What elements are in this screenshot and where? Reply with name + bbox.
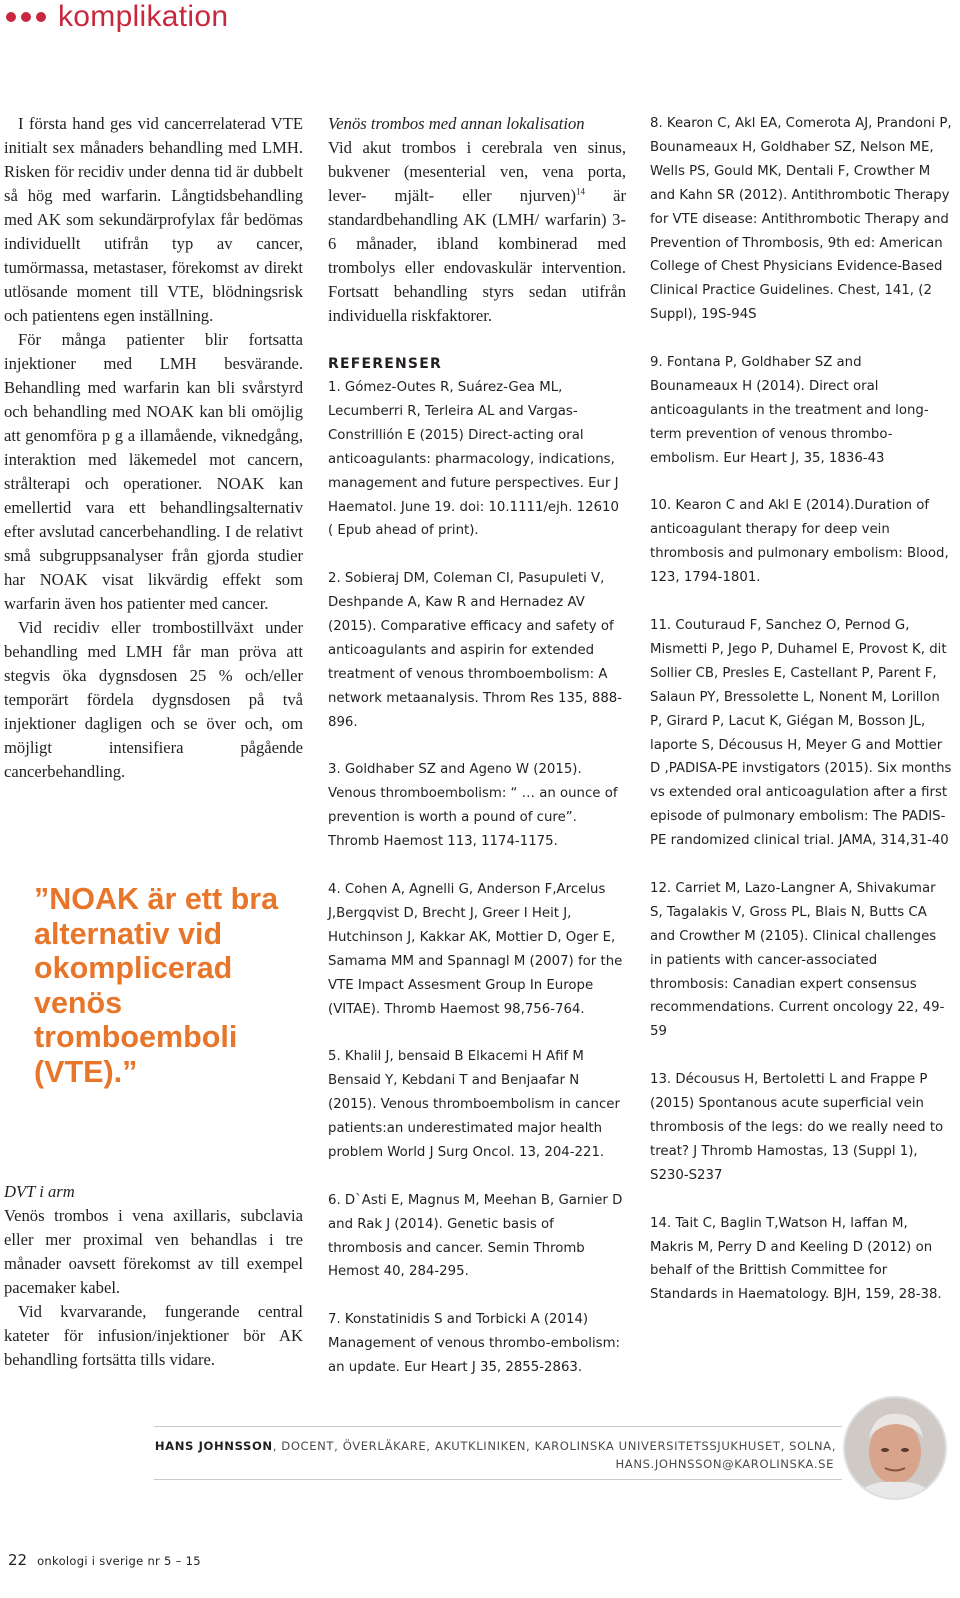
page-number: 22: [8, 1551, 28, 1569]
references-heading: REFERENSER: [328, 356, 442, 372]
author-name: HANS JOHNSSON: [154, 1439, 273, 1453]
author-byline: [154, 1426, 842, 1480]
reference-item: 6. D`Asti E, Magnus M, Meehan B, Garnier D and Rak J (2014). Genetic basis of thrombosis and cancer. Semin Thromb Hemost 40, 284-295.: [328, 1192, 623, 1280]
pull-quote: ”NOAK är ett bra alternativ vid okomplicerad venös tromboemboli (VTE).”: [34, 882, 279, 1089]
reference-item: 10. Kearon C and Akl E (2014).Duration of anticoagulant therapy for deep vein thrombosis and pulmonary embolism: Blood, 123, 1794-1801.: [650, 498, 949, 586]
section-header: [0, 0, 228, 34]
reference-item: 11. Couturaud F, Sanchez O, Pernod G, Mismetti P, Jego P, Duhamel E, Provost K, dit Sollier CB, Presles E, Castellant P, Parent F, Salaun PY, Bressolette L, Nonent M, Lorillon P, Girard P, Lacut K, Giégan M, Bosson JL, laporte S, Décousus H, Meyer G and Mottier D ,PADISA-PE invstigators (2015). Six months vs extended oral anticoagulation after a first episode of pulmonary embolism: The PADIS-PE randomized clinical trial. JAMA, 314,31-40: [650, 617, 952, 849]
dot-icon: [36, 12, 46, 22]
body-paragraph: [328, 136, 626, 328]
reference-item: 4. Cohen A, Agnelli G, Anderson F,Arcelus J,Bergqvist D, Brecht J, Greer I Heit J, Hutchinson J, Kakkar AK, Mottier D, Oger E, Samama MM and Spannagl M (2007) for the VTE Impact Assesment Group In Europe (VITAE). Thromb Haemost 98,756-764.: [328, 881, 623, 1017]
subheading: Venös trombos med annan lokalisation: [328, 114, 585, 133]
body-paragraph: I första hand ges vid cancerrelaterad VTE initialt sex månaders behandling med LMH. Risken för recidiv under denna tid är dubbelt så hög med warfarin. Långtidsbehandling med AK som sekundärprofylax får bedömas individuellt utifrån typ av cancer, tumörmassa, metastaser, förekomst av direkt utlösande moment till VTE, blödningsrisk och patientens egen inställning.: [4, 114, 303, 325]
reference-item: 9. Fontana P, Goldhaber SZ and Bounameaux H (2014). Direct oral anticoagulants in the treatment and long-term prevention of venous thrombo-embolism. Eur Heart J, 35, 1836-43: [650, 355, 929, 466]
journal-name: onkologi i sverige nr 5 – 15: [37, 1554, 201, 1568]
body-text: Vid akut trombos i cerebrala ven sinus, bukvener (mesenterial ven, vena porta, lever- mjält- eller njurven): [328, 138, 626, 205]
reference-item: 2. Sobieraj DM, Coleman CI, Pasupuleti V, Deshpande A, Kaw R and Hernadez AV (2015). Comparative efficacy and safety of anticoagulants and aspirin for extended treatment of venous thromboembolism: A network metaanalysis. Throm Res 135, 888-896.: [328, 571, 623, 730]
section-title: komplikation: [58, 0, 229, 33]
reference-item: 12. Carriet M, Lazo-Langner A, Shivakumar S, Tagalakis V, Gross PL, Blais N, Butts CA and Crowther M (2105). Clinical challenges in patients with cancer-associated thrombosis: Canadian expert consensus recommendations. Current oncology 22, 49-59: [650, 880, 945, 1040]
citation-superscript: 14: [576, 186, 585, 197]
body-paragraph: Venös trombos i vena axillaris, subclavia eller mer proximal ven behandlas i tre månader oavsett förekomst av till exempel pacemaker kabel.: [4, 1206, 303, 1297]
dot-icon: [6, 12, 16, 22]
reference-item: 7. Konstatinidis S and Torbicki A (2014) Management of venous thrombo-embolism: an update. Eur Heart J 35, 2855-2863.: [328, 1312, 621, 1376]
reference-item: 5. Khalil J, bensaid B Elkacemi H Afif M Bensaid Y, Kebdani T and Benjaafar N (2015). Venous thromboembolism in cancer patients:an underestimated major health problem World J Surg Oncol. 13, 204-221.: [328, 1049, 620, 1160]
reference-item: 3. Goldhaber SZ and Ageno W (2015). Venous thromboembolism: “ … an ounce of prevention is worth a pound of cure”. Thromb Haemost 113, 1174-1175.: [328, 762, 618, 850]
column-three: [650, 112, 952, 1307]
reference-item: 13. Décousus H, Bertoletti L and Frappe P (2015) Spontanous acute superficial vein thrombosis of the legs: do we really need to treat? J Thromb Hamostas, 13 (Suppl 1), S230-S237: [650, 1072, 944, 1183]
portrait-image: [845, 1398, 945, 1498]
reference-item: 8. Kearon C, Akl EA, Comerota AJ, Prandoni P, Bounameaux H, Goldhaber SZ, Nelson ME, Wells PS, Gould MK, Dentali F, Crowther M and Kahn SR (2012). Antithrombotic Therapy for VTE disease: Antithrombotic Therapy and Prevention of Thrombosis, 9th ed: American College of Chest Physicians Evidence-Based Clinical Practice Guidelines. Chest, 141, (2 Suppl), 19S-94S: [650, 116, 952, 323]
author-affiliation-line: [155, 1439, 836, 1453]
dot-icon: [21, 12, 31, 22]
subheading: DVT i arm: [4, 1182, 75, 1201]
column-one: [4, 112, 303, 784]
body-paragraph: Vid recidiv eller trombostillväxt under behandling med LMH får man pröva att stegvis öka dygnsdosen 25 % och/eller temporärt fördela dygnsdosen på två injektioner dagligen och se över och, om möjligt intensifiera pågående cancerbehandling.: [4, 618, 303, 781]
page-footer: [8, 1551, 201, 1571]
author-email: HANS.JOHNSSON@KAROLINSKA.SE: [615, 1457, 834, 1471]
body-paragraph: Vid kvarvarande, fungerande central kateter för infusion/injektioner bör AK behandling fortsätta tills vidare.: [4, 1302, 303, 1369]
author-affiliation: , DOCENT, ÖVERLÄKARE, AKUTKLINIKEN, KAROLINSKA UNIVERSITETSSJUKHUSET, SOLNA,: [272, 1439, 836, 1453]
bullet-dots: [6, 12, 46, 22]
dvt-section: [4, 1180, 303, 1372]
body-text: är standardbehandling AK (LMH/ warfarin) 3- 6 månader, ibland kombinerad med trombolys eller endovaskulär intervention. Fortsatt behandling styrs sedan utifrån individuella riskfaktorer.: [328, 186, 626, 325]
reference-item: 14. Tait C, Baglin T,Watson H, laffan M, Makris M, Perry D and Keeling D (2012) on behalf of the Brittish Committee for Standards in Haematology. BJH, 159, 28-38.: [650, 1215, 942, 1303]
reference-item: 1. Gómez-Outes R, Suárez-Gea ML, Lecumberri R, Terleira AL and Vargas-Constrillión E (2015) Direct-acting oral anticoagulants: pharmacology, indications, management and future perspectives. Eur J Haematol. June 19. doi: 10.1111/ejh. 12610 ( Epub ahead of print).: [328, 380, 619, 539]
reference-list: [328, 376, 626, 1380]
author-portrait: [843, 1396, 947, 1500]
column-two: [328, 112, 626, 1380]
body-paragraph: För många patienter blir fortsatta injektioner med LMH besvärande. Behandling med warfarin kan bli svårstyrd och behandling med NOAK kan bli omöjlig att genomföra p g a illamående, viknedgång, interaktion med läkemedel mot cancern, strålterapi och operationer. NOAK kan emellertid vara ett behandlingsalternativ efter avslutad cancerbehandling. I de relativt små subgruppsanalyser från gjorda studier har NOAK visat likvärdig effekt som warfarin även hos patienter med cancer.: [4, 330, 303, 613]
